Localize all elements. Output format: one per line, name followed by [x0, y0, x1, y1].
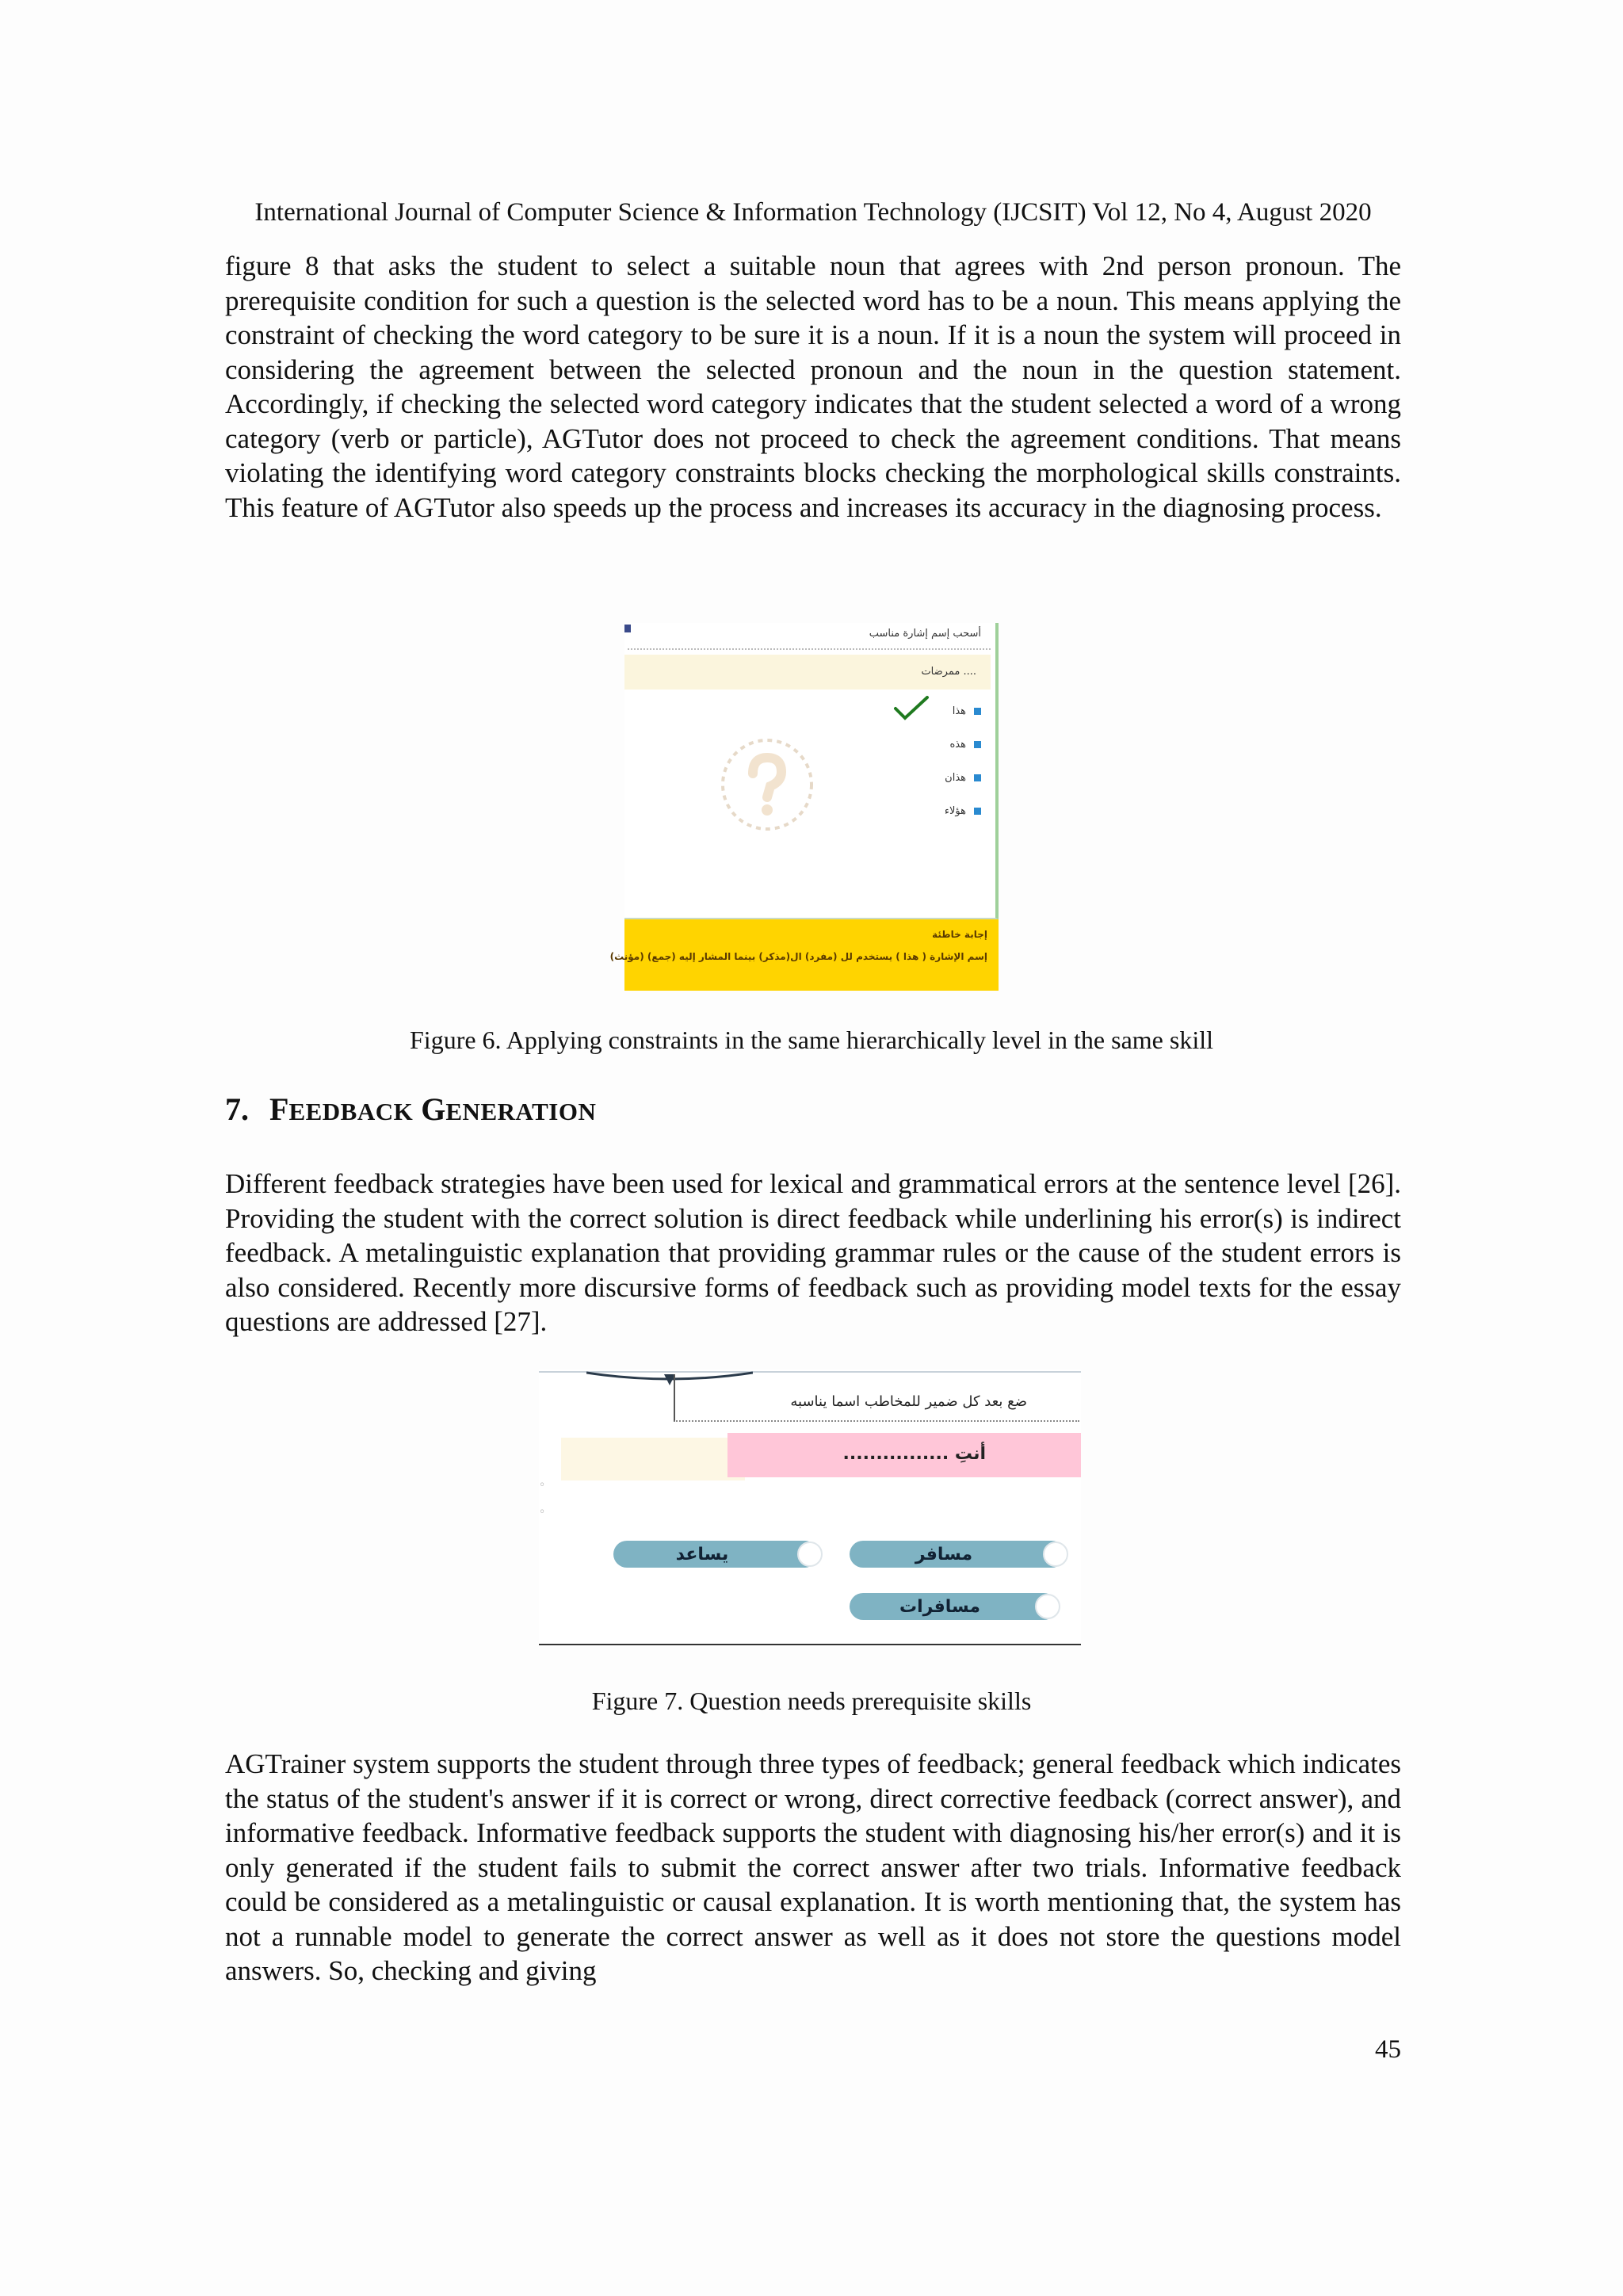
question-mark-icon: [718, 735, 816, 834]
section-title-rest: EEDBACK: [288, 1098, 414, 1125]
question-panel: [624, 623, 999, 919]
option-pill[interactable]: [613, 1541, 818, 1568]
option-item[interactable]: [950, 739, 982, 751]
option-label: هذا: [952, 705, 966, 717]
section-title-rest: ENERATION: [445, 1098, 597, 1125]
prompt-bar: [624, 655, 991, 690]
bullet-icon: [974, 774, 981, 781]
option-label: هؤلاء: [944, 805, 966, 817]
section-title-initial: G: [421, 1091, 446, 1127]
drag-handle-icon[interactable]: [1035, 1594, 1060, 1619]
side-marker: ◦: [539, 1479, 546, 1492]
journal-header: International Journal of Computer Science & Information Technology (IJCSIT) Vol 12, No 4, August 2020: [254, 198, 1372, 227]
section-title-initial: F: [269, 1091, 289, 1127]
prompt-box[interactable]: [727, 1433, 1081, 1477]
option-label: هذه: [949, 739, 966, 751]
paragraph-1: figure 8 that asks the student to select a suitable noun that agrees with 2nd person pronoun. The prerequisite condition for such a question is the selected word has to be a noun. This means applying the constraint of checking the word category to be sure it is a noun. If it is a noun the system will proceed in considering the agreement between the selected pronoun and the noun in the question statement. Accordingly, if checking the selected word category indicates that the student selected a word of a wrong category (verb or particle), AGTutor does not proceed to check the agreement conditions. That means violating the identifying word category constraints blocks checking the morphological skills constraints. This feature of AGTutor also speeds up the process and increases its accuracy in the diagnosing process.: [225, 250, 1401, 523]
instruction-text: ضع بعد كل ضمير للمخاطب اسما يناسبه: [790, 1393, 1027, 1410]
answer-area: [561, 1438, 745, 1480]
drag-handle-icon[interactable]: [1043, 1541, 1068, 1567]
feedback-text: إسم الإشارة ( هذا ) يستخدم لل (مفرد) ال(مذكر) بينما المشار إليه (جمع) (مؤنث): [609, 951, 987, 962]
bottom-rule: [539, 1644, 1081, 1645]
option-pill[interactable]: [850, 1541, 1065, 1568]
feedback-bar: [609, 919, 999, 991]
section-number: 7.: [225, 1091, 249, 1127]
paragraph-2: Different feedback strategies have been used for lexical and grammatical errors at the sentence level [26]. Providing the student with the correct solution is direct feedback while underlining his error(s) is indirect feedback. A metalinguistic explanation that providing grammar rules or the cause of the student errors is also considered. Recently more discursive forms of feedback such as providing model texts for the essay questions are addressed [27].: [225, 1168, 1401, 1337]
section-heading: [225, 1090, 596, 1132]
figure-6-image: [609, 623, 999, 991]
option-item[interactable]: [953, 705, 981, 717]
bullet-icon: [974, 708, 981, 715]
option-item[interactable]: [945, 772, 981, 784]
option-label: هذان: [945, 772, 966, 784]
bullet-icon: [974, 808, 981, 815]
dotted-divider: [628, 648, 991, 650]
corner-marker: [624, 625, 631, 632]
page-number: 45: [1375, 2035, 1401, 2064]
side-marker: ◦: [539, 1506, 546, 1519]
prompt-text: .... ممرضات: [921, 666, 976, 678]
question-title: أسحب إسم إشارة مناسب: [869, 628, 981, 640]
feedback-heading: إجابة خاطئة: [932, 929, 987, 940]
option-item[interactable]: [945, 805, 981, 817]
prompt-text: أنتِ ................: [842, 1444, 986, 1464]
option-label: يساعد: [675, 1544, 729, 1564]
paragraph-3: AGTrainer system supports the student through three types of feedback; general feedback which indicates the status of the student's answer if it is correct or wrong, direct corrective feedback (correct answer), and informative feedback. Informative feedback supports the student with diagnosing his/her error(s) and it is only generated if the student fails to submit the correct answer after two trials. Informative feedback could be considered as a metalinguistic or causal explanation. It is worth mentioning that, the system has not a runnable model to generate the correct answer as well as it does not store the questions model answers. So, checking and giving: [225, 1748, 1401, 1986]
option-label: مسافرات: [899, 1596, 980, 1617]
figure-7-image: [539, 1370, 1081, 1647]
checkmark-icon: [892, 694, 930, 723]
bullet-icon: [974, 741, 981, 748]
option-label: مسافر: [915, 1544, 973, 1564]
figure-7-caption: Figure 7. Question needs prerequisite skills: [591, 1687, 1032, 1715]
drag-handle-icon[interactable]: [797, 1541, 823, 1567]
option-pill[interactable]: [850, 1593, 1057, 1620]
figure-6-caption: Figure 6. Applying constraints in the same hierarchically level in the same skill: [410, 1026, 1213, 1054]
